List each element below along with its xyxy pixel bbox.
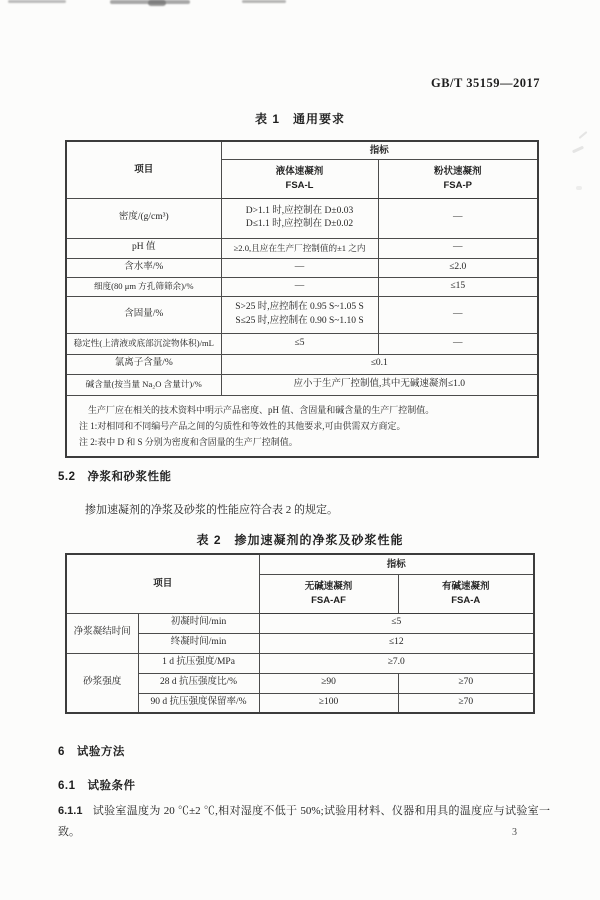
table-row <box>66 296 538 333</box>
table-row <box>66 354 538 374</box>
table-row <box>66 258 538 277</box>
90d-fsaa-value: ≥70 <box>398 693 534 713</box>
clause-6-1-1-paragraph <box>58 801 550 843</box>
scan-artifact <box>148 0 166 6</box>
solid-fsap-value: — <box>378 296 538 333</box>
row-label-stability: 稳定性(上清液或底部沉淀物体积)/mL <box>66 333 221 354</box>
initial-setting-value: ≤5 <box>259 613 534 633</box>
section-6-1-heading: 6.1 试验条件 <box>58 780 136 792</box>
group-label-setting-time: 净浆凝结时间 <box>66 613 138 653</box>
table2-header-fsaa-code: FSA-A <box>451 594 481 606</box>
row-label-initial-setting: 初凝时间/min <box>138 613 259 633</box>
section-5-2-heading: 5.2 净浆和砂浆性能 <box>58 471 172 483</box>
table1-header-fsap <box>378 159 538 198</box>
row-label-density: 密度/(g/cm³) <box>66 198 221 238</box>
final-setting-value: ≤12 <box>259 633 534 653</box>
water-fsal-value: — <box>221 258 378 277</box>
page-number: 3 <box>512 827 517 838</box>
table1-header-fsal-code: FSA-L <box>285 179 314 191</box>
density-fsal-value <box>221 198 378 238</box>
scan-artifact <box>8 0 66 3</box>
table2-header-fsaaf <box>259 574 398 613</box>
row-label-alkali: 碱含量(按当量 Na₂O 含量计)/% <box>66 374 221 395</box>
table2-title: 表 2 掺加速凝剂的净浆及砂浆性能 <box>196 533 404 547</box>
table-row <box>66 333 538 354</box>
1d-strength-value: ≥7.0 <box>259 653 534 673</box>
table-row <box>66 613 534 633</box>
90d-fsaaf-value: ≥100 <box>259 693 398 713</box>
table1-notes-row <box>66 395 538 457</box>
section-5-2-paragraph: 掺加速凝剂的净浆及砂浆的性能应符合表 2 的规定。 <box>85 504 338 516</box>
scan-artifact <box>579 131 588 139</box>
table1-header-index: 指标 <box>221 141 538 159</box>
ph-fsal-value: ≥2.0,且应在生产厂控制值的±1 之内 <box>221 238 378 258</box>
table1-header-item: 项目 <box>66 141 221 198</box>
density-fsap-value: — <box>378 198 538 238</box>
row-label-1d-strength: 1 d 抗压强度/MPa <box>138 653 259 673</box>
solid-fsal-line1: S>25 时,应控制在 0.95 S~1.05 S <box>235 302 364 313</box>
fineness-fsap-value: ≤15 <box>378 277 538 296</box>
row-label-28d-ratio: 28 d 抗压强度比/% <box>138 673 259 693</box>
ph-fsap-value: — <box>378 238 538 258</box>
row-label-ph: pH 值 <box>66 238 221 258</box>
table2-header-fsaaf-name: 无碱速凝剂 <box>304 581 353 593</box>
row-label-fineness: 细度(80 μm 方孔筛筛余)/% <box>66 277 221 296</box>
table2-header-fsaaf-code: FSA-AF <box>311 594 346 606</box>
table-row <box>66 198 538 238</box>
fineness-fsal-value: — <box>221 277 378 296</box>
table-row <box>66 374 538 395</box>
table1-note-2: 注 2:表中 D 和 S 分别为密度和含固量的生产厂控制值。 <box>79 436 298 447</box>
table1-note-1: 注 1:对相同和不同编号产品之间的匀质性和等效性的其他要求,可由供需双方商定。 <box>79 420 406 431</box>
row-label-chloride: 氯离子含量/% <box>66 354 221 374</box>
stability-fsap-value: — <box>378 333 538 354</box>
table1-general-requirements <box>65 140 539 458</box>
row-label-water-content: 含水率/% <box>66 258 221 277</box>
scan-artifact <box>572 146 584 154</box>
table2-header-index: 指标 <box>259 554 534 574</box>
table1-header-fsal <box>221 159 378 198</box>
solid-fsal-value <box>221 296 378 333</box>
clause-6-1-1-text: 试验室温度为 20 ℃±2 ℃,相对湿度不低于 50%;试验用材料、仪器和用具的温度应与试验室一致。 <box>58 805 550 838</box>
28d-fsaaf-value: ≥90 <box>259 673 398 693</box>
table1-header-fsal-name: 液体速凝剂 <box>275 166 324 178</box>
28d-fsaa-value: ≥70 <box>398 673 534 693</box>
row-label-solid-content: 含固量/% <box>66 296 221 333</box>
group-label-mortar-strength: 砂浆强度 <box>66 653 138 713</box>
chloride-value: ≤0.1 <box>221 354 538 374</box>
table1-header-fsap-name: 粉状速凝剂 <box>434 166 482 178</box>
section-6-heading: 6 试验方法 <box>58 746 125 758</box>
table1-note-general: 生产厂应在相关的技术资料中明示产品密度、pH 值、含固量和碱含量的生产厂控制值。 <box>88 404 435 415</box>
solid-fsal-line2: S≤25 时,应控制在 0.90 S~1.10 S <box>235 315 364 326</box>
standard-number: GB/T 35159—2017 <box>430 76 540 90</box>
clause-6-1-1-number: 6.1.1 <box>58 805 83 817</box>
table2-paste-mortar-performance <box>65 553 535 714</box>
table2-header-fsaa <box>398 574 534 613</box>
water-fsap-value: ≤2.0 <box>378 258 538 277</box>
table-row <box>66 238 538 258</box>
stability-fsal-value: ≤5 <box>221 333 378 354</box>
scan-artifact <box>242 0 286 3</box>
row-label-final-setting: 终凝时间/min <box>138 633 259 653</box>
table-row <box>66 277 538 296</box>
table1-notes <box>66 395 538 457</box>
table-row <box>66 653 534 673</box>
table1-title: 表 1 通用要求 <box>254 112 345 126</box>
table2-header-fsaa-name: 有碱速凝剂 <box>442 581 490 593</box>
density-fsal-line2: D≤1.1 时,应控制在 D±0.02 <box>245 219 354 229</box>
row-label-90d-retention: 90 d 抗压强度保留率/% <box>138 693 259 713</box>
alkali-value: 应小于生产厂控制值,其中无碱速凝剂≤1.0 <box>221 374 538 395</box>
table2-header-item: 项目 <box>66 554 259 613</box>
scan-artifact <box>576 186 582 190</box>
table1-header-fsap-code: FSA-P <box>443 179 472 191</box>
density-fsal-line1: D>1.1 时,应控制在 D±0.03 <box>245 205 354 216</box>
